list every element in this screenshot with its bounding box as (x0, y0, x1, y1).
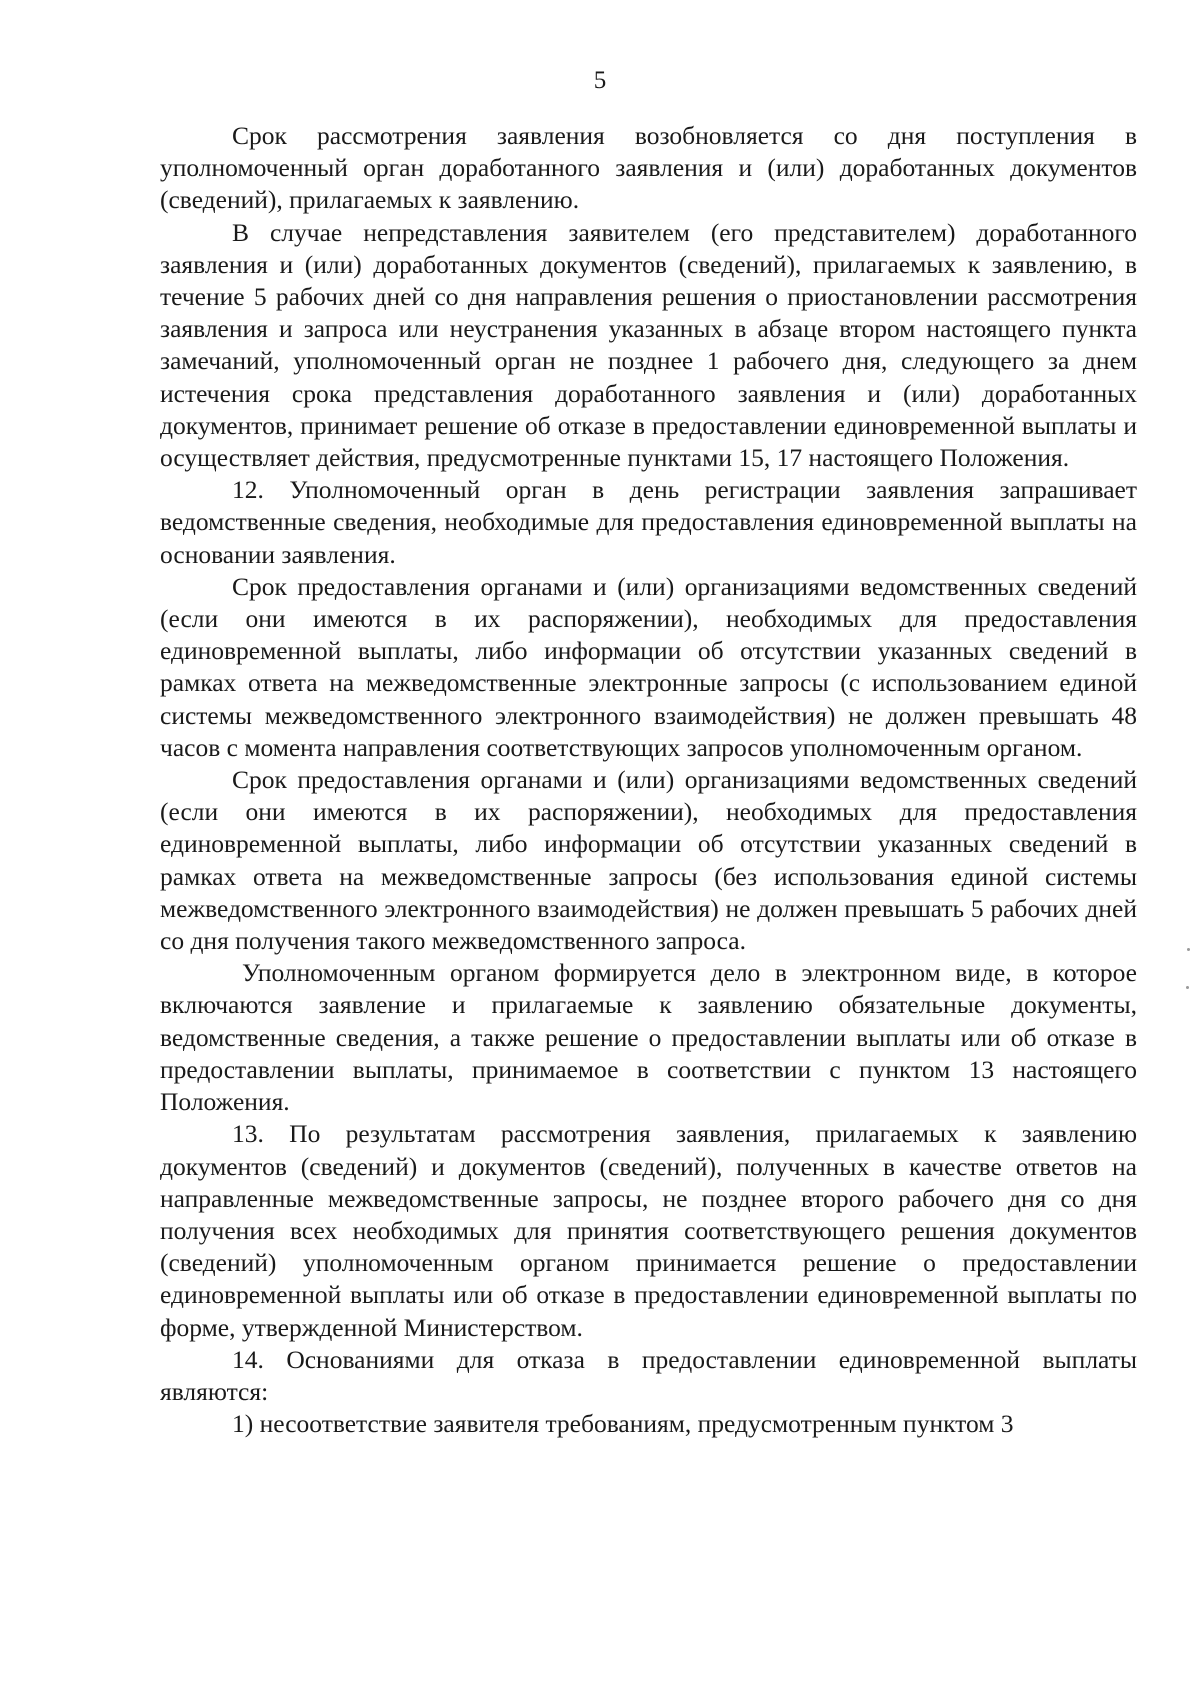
paragraph-item-13: 13. По результатам рассмотрения заявления, прилагаемых к заявлению документов (сведений) и документов (сведений), полученных в качестве ответов на направленные межведомственные запросы, не позднее второго рабочего дня со дня получения всех необходимых для принятия соответствующего решения документов (сведений) уполномоченным органом принимается решение о предоставлении единовременной выплаты или об отказе в предоставлении единовременной выплаты по форме, утвержденной Министерством. (160, 1119, 1137, 1342)
paragraph-resume-term: Срок рассмотрения заявления возобновляется со дня поступления в уполномоченный орган доработанного заявления и (или) доработанных документов (сведений), прилагаемых к заявлению. (160, 121, 1137, 215)
scan-artifact (1187, 948, 1190, 951)
list-item-1: 1) несоответствие заявителя требованиям, предусмотренным пунктом 3 (232, 1409, 1014, 1439)
paragraph-item-12: 12. Уполномоченный орган в день регистрации заявления запрашивает ведомственные сведения, необходимые для предоставления единовременной выплаты на основании заявления. (160, 475, 1137, 569)
paragraph-non-submission: В случае непредставления заявителем (его представителем) доработанного заявления и (или) доработанных документов (сведений), прилагаемых к заявлению, в течение 5 рабочих дней со дня направления решения о приостановлении рассмотрения заявления и запроса или неустранения указанных в абзаце втором настоящего пункта замечаний, уполномоченный орган не позднее 1 рабочего дня, следующего за днем истечения срока представления доработанного заявления и (или) доработанных документов, принимает решение об отказе в предоставлении единовременной выплаты и осуществляет действия, предусмотренные пунктами 15, 17 настоящего Положения. (160, 217, 1137, 473)
paragraph-electronic-requests-term: Срок предоставления органами и (или) организациями ведомственных сведений (если они имеются в их распоряжении), необходимых для предоставления единовременной выплаты, либо информации об отсутствии указанных сведений в рамках ответа на межведомственные электронные запросы (с использованием единой системы межведомственного электронного взаимодействия) не должен превышать 48 часов с момента направления соответствующих запросов уполномоченным органом. (160, 571, 1137, 762)
paragraph-electronic-case: Уполномоченным органом формируется дело в электронном виде, в которое включаются заявление и прилагаемые к заявлению обязательные документы, ведомственные сведения, а также решение о предоставлении выплаты или об отказе в предоставлении выплаты, принимаемое в соответствии с пунктом 13 настоящего Положения. (160, 958, 1137, 1117)
document-body (160, 120, 1137, 1440)
paragraph-item-14: 14. Основаниями для отказа в предоставлении единовременной выплаты являются: (160, 1344, 1137, 1406)
page-number: 5 (593, 67, 607, 94)
scan-artifact (1186, 986, 1189, 989)
paragraph-non-electronic-requests-term: Срок предоставления органами и (или) организациями ведомственных сведений (если они имеются в их распоряжении), необходимых для предоставления единовременной выплаты, либо информации об отсутствии указанных сведений в рамках ответа на межведомственные запросы (без использования единой системы межведомственного электронного взаимодействия) не должен превышать 5 рабочих дней со дня получения такого межведомственного запроса. (160, 765, 1137, 956)
